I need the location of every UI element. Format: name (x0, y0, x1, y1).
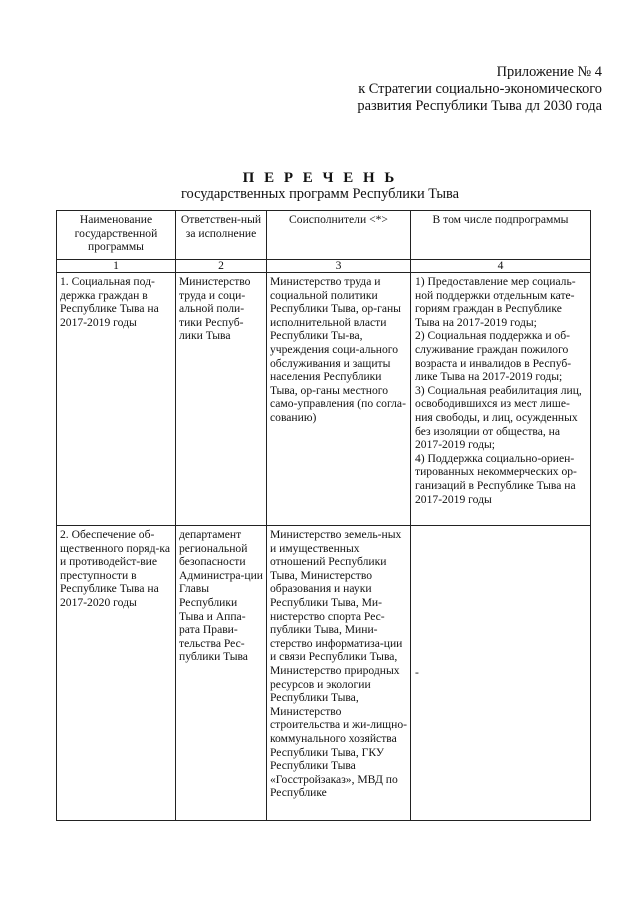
program-responsible: Министерство труда и соци-альной поли-тики Респуб-лики Тыва (176, 273, 267, 526)
program-name: 2. Обеспечение об-щественного поряд-ка и противодейст-вие преступности в Республике Тыва на 2017-2020 годы (57, 526, 176, 821)
document-title: П Е Р Е Ч Е Н Ь (242, 170, 398, 186)
column-header-name: Наименование государственной программы (57, 211, 176, 260)
appendix-line-1: Приложение № 4 (496, 64, 602, 80)
column-header-responsible: Ответствен-ный за исполнение (176, 211, 267, 260)
program-name: 1. Социальная под-держка граждан в Республике Тыва на 2017-2019 годы (57, 273, 176, 526)
program-subprograms: - (411, 526, 591, 821)
program-coexecutors: Министерство земель-ных и имущественных отношений Республики Тыва, Министерство образования и науки Республики Тыва, Ми-нистерство спорта Рес-публики Тыва, Мини-стерство информатиза-ции и связи Республики Тыва, Министерство природных ресурсов и экологии Республики Тыва, Министерство строительства и жи-лищно-коммунального хозяйства Республики Тыва, ГКУ Республики Тыва «Госстройзаказ», МВД по Республике (267, 526, 411, 821)
program-subprograms (411, 273, 591, 526)
table-row (57, 273, 591, 526)
document-subtitle: государственных программ Республики Тыва (180, 186, 460, 202)
table-header-row (57, 211, 591, 260)
column-number: 2 (176, 260, 267, 273)
appendix-line-3: развития Республики Тыва дл 2030 года (357, 98, 602, 114)
column-number: 1 (57, 260, 176, 273)
subprogram-item: 2) Социальная поддержка и об-служивание граждан пожилого возраста и инвалидов в Респуб-лике Тыва на 2017-2019 годы; (415, 329, 572, 384)
programs-table (56, 210, 591, 821)
column-header-coexecutors: Соисполнители <*> (267, 211, 411, 260)
subprogram-item: 1) Предоставление мер социаль-ной поддержки отдельным кате-гориям граждан в Республике Тыва на 2017-2019 годы; (415, 275, 576, 329)
appendix-heading (357, 64, 602, 115)
program-responsible: департамент региональной безопасности Администра-ции Главы Республики Тыва и Аппа-рата Прави-тельства Рес-публики Тыва (176, 526, 267, 821)
subprogram-item: 3) Социальная реабилитация лиц, освободившихся из мест лише-ния свободы, и лиц, осужденных без изоляции от общества, на 2017-2019 годы; (415, 383, 582, 452)
program-coexecutors: Министерство труда и социальной политики Республики Тыва, ор-ганы исполнительной власти Республики Ты-ва, учреждения соци-ального обслуживания и защиты населения Республики Тыва, ор-ганы местного само-управления (по согла-сованию) (267, 273, 411, 526)
column-header-subprograms: В том числе подпрограммы (411, 211, 591, 260)
column-number-row (57, 260, 591, 273)
table-row (57, 526, 591, 821)
column-number: 3 (267, 260, 411, 273)
appendix-line-2: к Стратегии социально-экономического (358, 81, 602, 97)
column-number: 4 (411, 260, 591, 273)
subprogram-item: 4) Поддержка социально-ориен-тированных некоммерческих ор-ганизаций в Республике Тыва на 2017-2019 годы (415, 451, 577, 506)
